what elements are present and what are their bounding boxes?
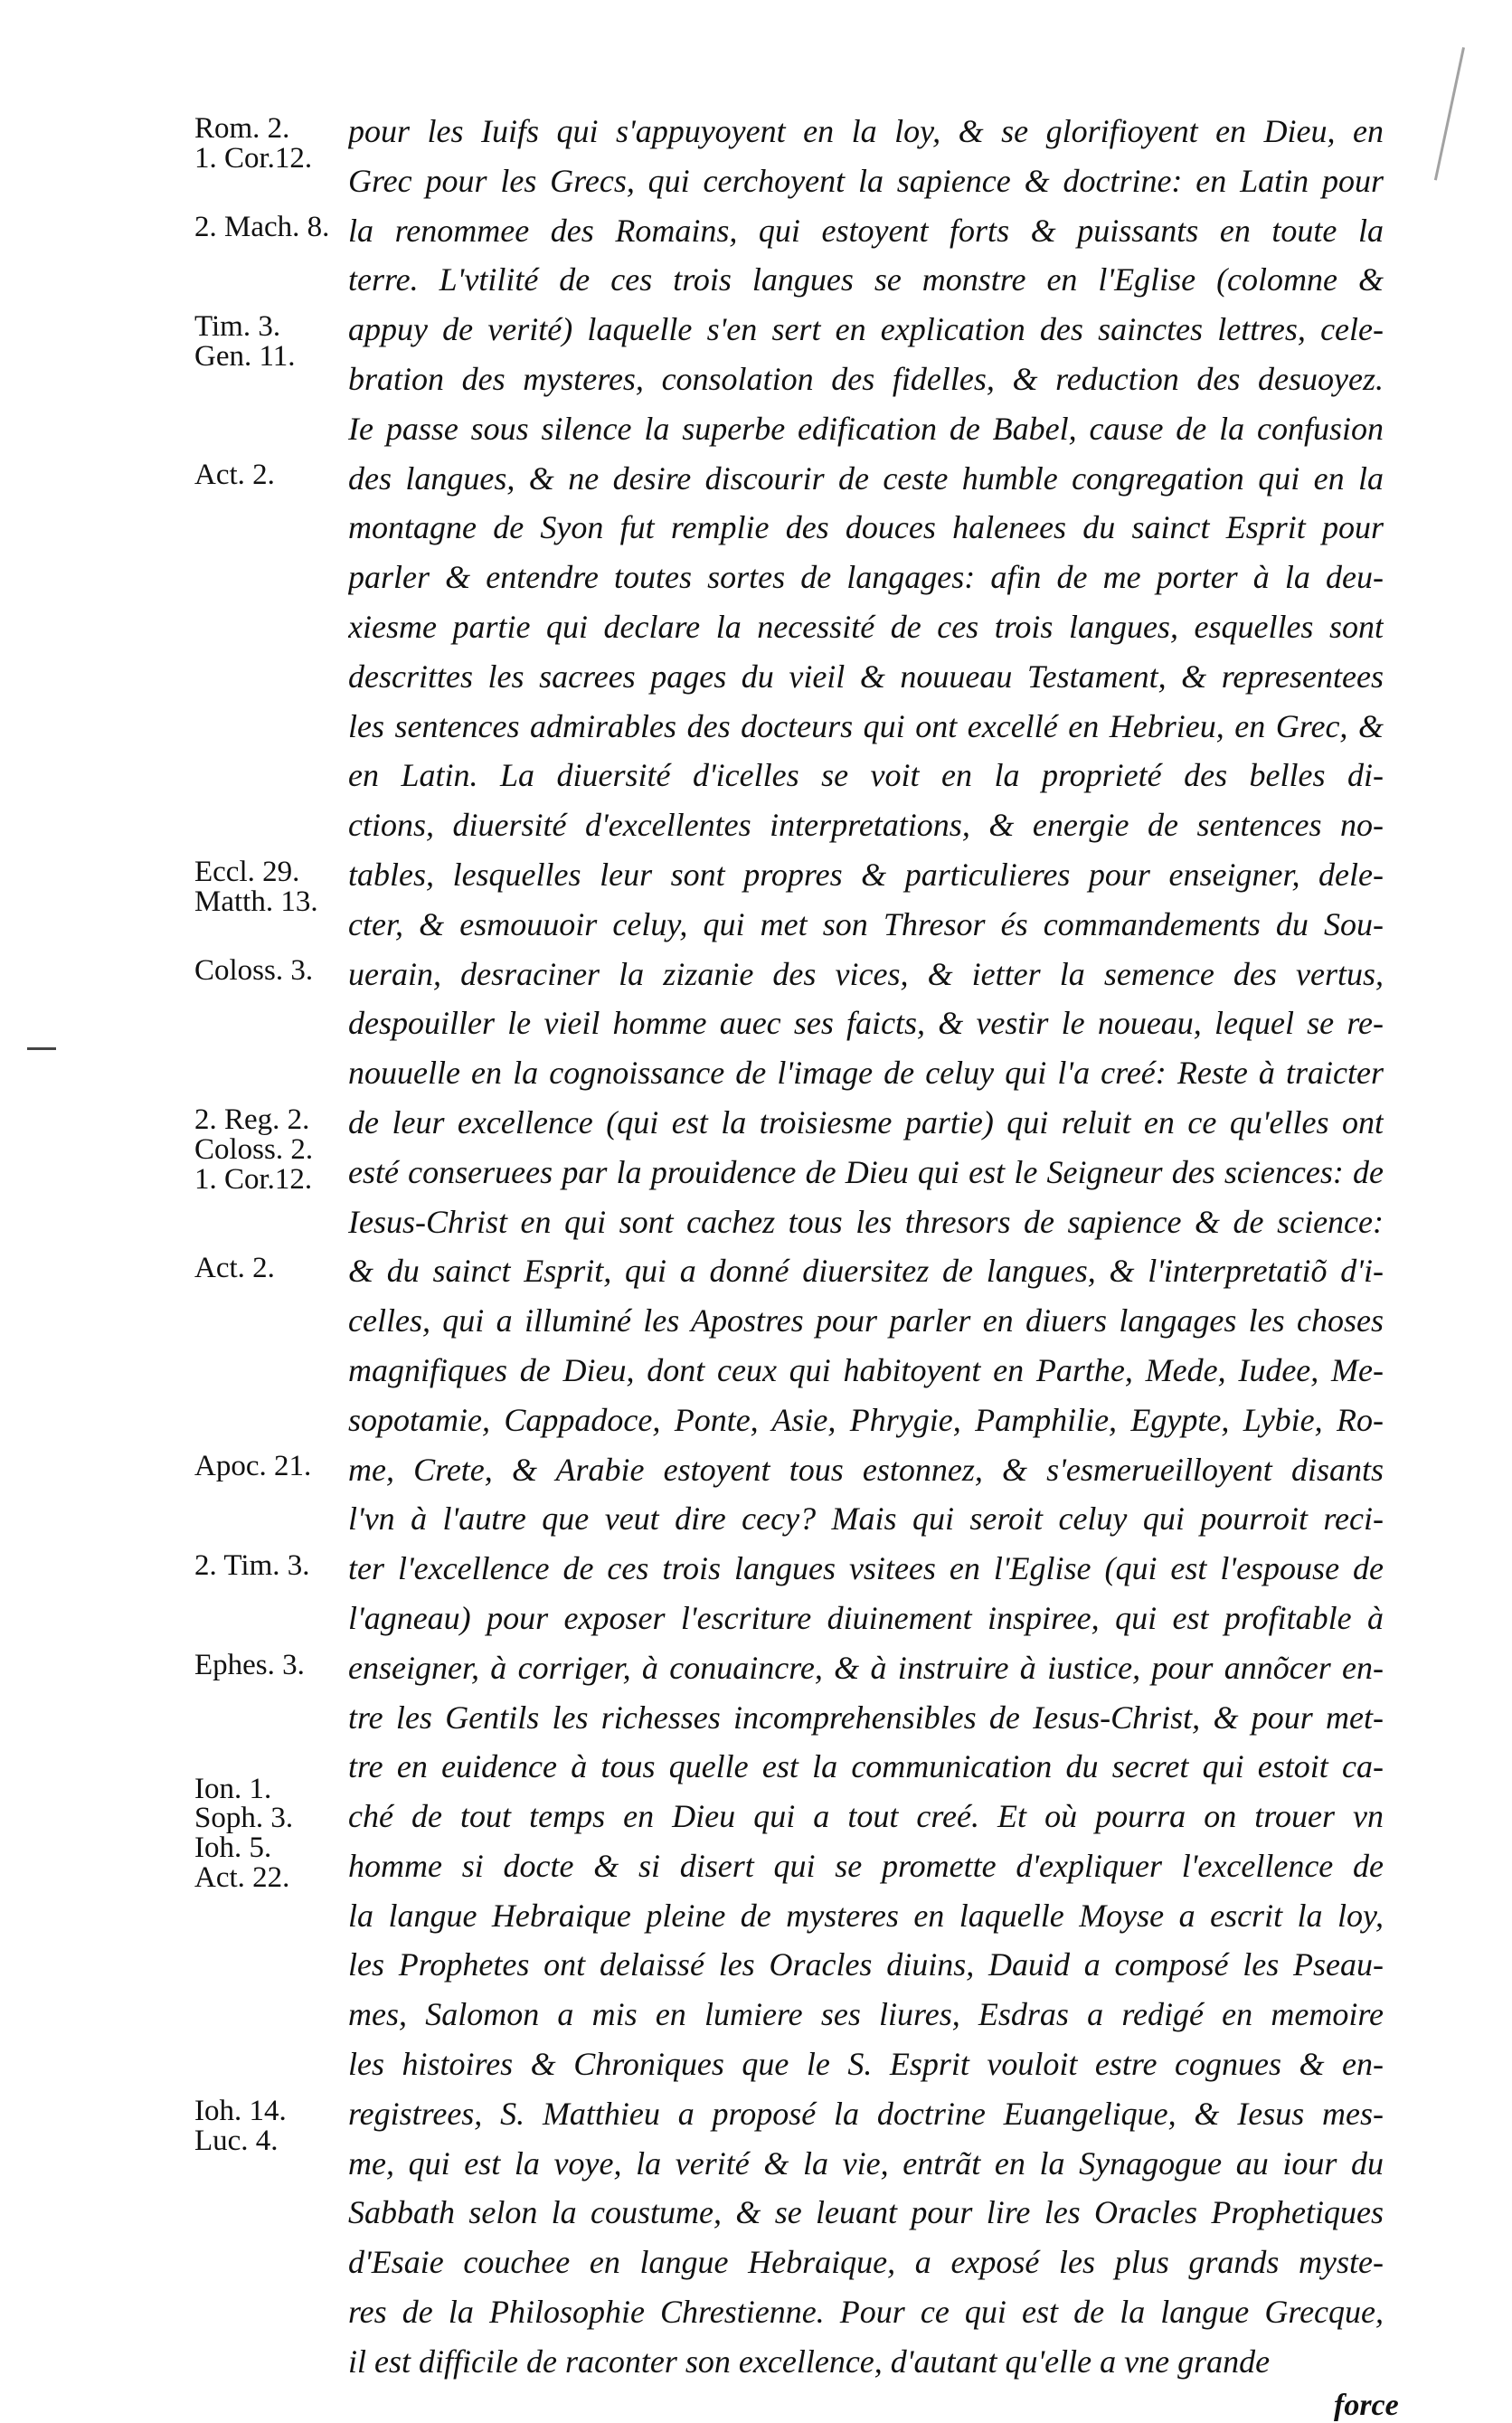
text-line: Grec pour les Grecs, qui cerchoyent la sapience & doctrine: en Latin pour xyxy=(348,162,1384,199)
text-line: cter, & esmouuoir celuy, qui met son Thresor és commandements du Sou- xyxy=(348,905,1384,942)
text-line: & du sainct Esprit, qui a donné diuersitez de langues, & l'interpretatiõ d'i- xyxy=(348,1253,1384,1290)
text-line: pour les Iuifs qui s'appuyoyent en la loy, & se glorifioyent en Dieu, en xyxy=(348,113,1384,149)
margin-reference: 2. Tim. 3. xyxy=(194,1549,310,1582)
text-line: tre les Gentils les richesses incomprehensibles de Iesus-Christ, & pour met- xyxy=(348,1699,1384,1736)
text-line: d'Esaie couchee en langue Hebraique, a exposé les plus grands myste- xyxy=(348,2244,1384,2281)
text-line: en Latin. La diuersité d'icelles se voit en la proprieté des belles di- xyxy=(348,757,1384,794)
margin-reference: Tim. 3. xyxy=(194,310,281,343)
margin-reference: Coloss. 2. xyxy=(194,1132,314,1166)
margin-reference: Soph. 3. xyxy=(194,1802,294,1835)
margin-reference: 2. Reg. 2. xyxy=(194,1103,310,1136)
text-line: me, Crete, & Arabie estoyent tous estonnez, & s'esmerueilloyent disants xyxy=(348,1451,1384,1488)
text-line: xiesme partie qui declare la necessité de ces trois langues, esquelles sont xyxy=(348,608,1384,645)
text-line: ter l'excellence de ces trois langues vsitees en l'Eglise (qui est l'espouse de xyxy=(348,1550,1384,1587)
text-line: res de la Philosophie Chrestienne. Pour ce qui est de la langue Grecque, xyxy=(348,2294,1384,2331)
text-line: ché de tout temps en Dieu qui a tout creé. Et où pourra on trouer vn xyxy=(348,1798,1384,1835)
text-line: les Prophetes ont delaissé les Oracles diuins, Dauid a composé les Pseau- xyxy=(348,1946,1384,1983)
text-line: magnifiques de Dieu, dont ceux qui habitoyent en Parthe, Mede, Iudee, Me- xyxy=(348,1351,1384,1388)
catchword: force xyxy=(1334,2388,1399,2422)
margin-reference: Apoc. 21. xyxy=(194,1450,312,1483)
text-line: celles, qui a illuminé les Apostres pour parler en diuers langages les choses xyxy=(348,1302,1384,1339)
text-line: sopotamie, Cappadoce, Ponte, Asie, Phrygie, Pamphilie, Egypte, Lybie, Ro- xyxy=(348,1401,1384,1438)
text-line: me, qui est la voye, la verité & la vie, entrãt en la Synagogue au iour du xyxy=(348,2144,1384,2182)
margin-reference: 1. Cor.12. xyxy=(194,141,313,175)
text-line: despouiller le vieil homme auec ses faicts, & vestir le noueau, lequel se re- xyxy=(348,1005,1384,1042)
text-line: montagne de Syon fut remplie des douces halenees du sainct Esprit pour xyxy=(348,509,1384,546)
margin-reference: Coloss. 3. xyxy=(194,954,314,988)
text-line: descrittes les sacrees pages du vieil & nouueau Testament, & representees xyxy=(348,658,1384,695)
margin-reference: Luc. 4. xyxy=(194,2124,279,2157)
text-line: registrees, S. Matthieu a proposé la doctrine Euangelique, & Iesus mes- xyxy=(348,2095,1384,2132)
text-line: bration des mysteres, consolation des fidelles, & reduction des desuoyez. xyxy=(348,360,1384,397)
margin-reference: 1. Cor.12. xyxy=(194,1162,313,1196)
text-line: uerain, desraciner la zizanie des vices, & ietter la semence des vertus, xyxy=(348,955,1384,992)
text-line: homme si docte & si disert qui se promette d'expliquer l'excellence de xyxy=(348,1847,1384,1884)
margin-dash-mark xyxy=(27,1047,56,1050)
text-line: l'vn à l'autre que veut dire cecy? Mais qui seroit celuy qui pourroit reci- xyxy=(348,1500,1384,1538)
page-edge-mark xyxy=(1434,47,1500,188)
main-text-block xyxy=(348,107,1384,2387)
text-line: la renommee des Romains, qui estoyent forts & puissants en toute la xyxy=(348,212,1384,249)
margin-reference: Ephes. 3. xyxy=(194,1648,305,1681)
text-line: les histoires & Chroniques que le S. Esprit vouloit estre cognues & en- xyxy=(348,2046,1384,2083)
text-line: les sentences admirables des docteurs qui ont excellé en Hebrieu, en Grec, & xyxy=(348,707,1384,744)
text-line: parler & entendre toutes sortes de langages: afin de me porter à la deu- xyxy=(348,559,1384,596)
text-line: Ie passe sous silence la superbe edification de Babel, cause de la confusion xyxy=(348,410,1384,447)
text-line: Iesus-Christ en qui sont cachez tous les thresors de sapience & de science: xyxy=(348,1203,1384,1240)
text-line: tables, lesquelles leur sont propres & particulieres pour enseigner, dele- xyxy=(348,856,1384,893)
margin-reference: Act. 22. xyxy=(194,1861,290,1895)
text-line: mes, Salomon a mis en lumiere ses liures, Esdras a redigé en memoire xyxy=(348,1996,1384,2033)
text-line: l'agneau) pour exposer l'escriture diuinement inspiree, qui est profitable à xyxy=(348,1599,1384,1636)
text-line: esté conseruees par la prouidence de Dieu qui est le Seigneur des sciences: de xyxy=(348,1153,1384,1190)
text-line: il est difficile de raconter son excellence, d'autant qu'elle a vne grande xyxy=(348,2343,1271,2380)
text-line: nouuelle en la cognoissance de l'image de celuy qui l'a creé: Reste à traicter xyxy=(348,1055,1384,1092)
margin-reference: Ioh. 14. xyxy=(194,2094,287,2127)
margin-reference: Gen. 11. xyxy=(194,339,296,373)
margin-reference: Act. 2. xyxy=(194,1252,275,1285)
margin-reference: Ion. 1. xyxy=(194,1772,272,1805)
text-line: la langue Hebraique pleine de mysteres en laquelle Moyse a escrit la loy, xyxy=(348,1897,1384,1934)
text-line: ctions, diuersité d'excellentes interpretations, & energie de sentences no- xyxy=(348,807,1384,844)
margin-reference: Rom. 2. xyxy=(194,111,290,145)
text-line: tre en euidence à tous quelle est la communication du secret qui estoit ca- xyxy=(348,1748,1384,1785)
margin-reference: Act. 2. xyxy=(194,459,275,492)
text-line: appuy de verité) laquelle s'en sert en explication des sainctes lettres, cele- xyxy=(348,311,1384,348)
text-line: Sabbath selon la coustume, & se leuant pour lire les Oracles Prophetiques xyxy=(348,2194,1384,2231)
margin-reference: Eccl. 29. xyxy=(194,855,300,888)
text-line: enseigner, à corriger, à conuaincre, & à instruire à iustice, pour annõcer en- xyxy=(348,1649,1384,1686)
text-line: des langues, & ne desire discourir de ceste humble congregation qui en la xyxy=(348,459,1384,497)
margin-reference: Ioh. 5. xyxy=(194,1831,272,1865)
margin-reference: 2. Mach. 8. xyxy=(194,211,330,244)
text-line: terre. L'vtilité de ces trois langues se monstre en l'Eglise (colomne & xyxy=(348,261,1384,298)
text-line: de leur excellence (qui est la troisiesme partie) qui reluit en ce qu'elles ont xyxy=(348,1103,1384,1141)
margin-reference: Matth. 13. xyxy=(194,885,318,918)
